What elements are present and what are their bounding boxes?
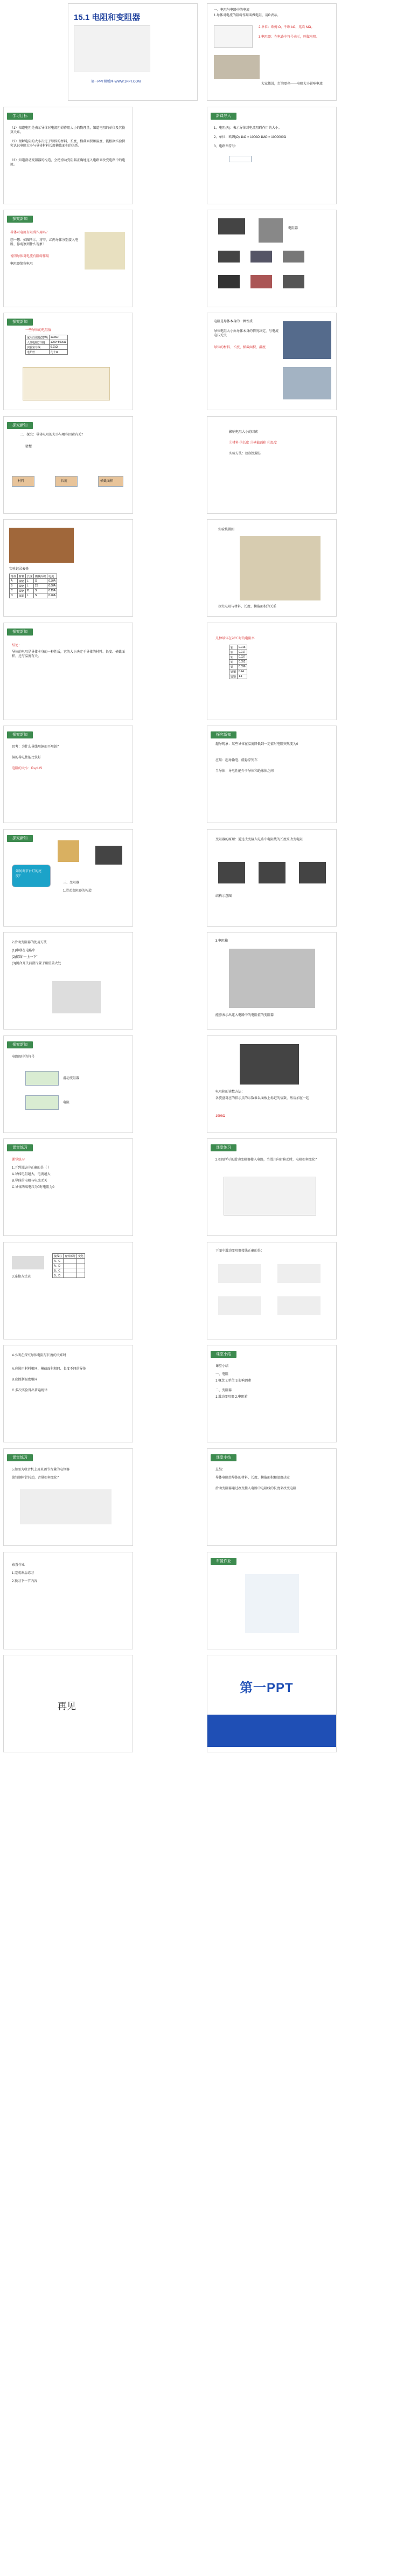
line: （1）知道电阻是表示导体对电流阻碍作用大小的物理量，知道电阻的单位及其换算关系。 [10, 127, 126, 134]
component-photo [283, 251, 304, 263]
symbol-box [25, 1095, 59, 1110]
line: 导体的材料、长度、横截面积、温度 [214, 346, 266, 349]
slide-title: 15.1 电阻和变阻器 [74, 13, 141, 22]
lamp-photo [85, 232, 125, 270]
line: 能够表示出连入电路中的电阻值的变阻器 [215, 1014, 274, 1017]
slide-18 [207, 829, 337, 927]
guess: 猜想 [25, 445, 32, 448]
line: 实验方法：控制变量法 [229, 452, 262, 455]
tag: 课堂练习 [7, 1454, 33, 1461]
line: 导体电阻由导体的材料、长度、横截面积和温度决定 [215, 1476, 290, 1480]
slide-30 [207, 1448, 337, 1546]
slide-4 [207, 107, 337, 204]
slide-10 [207, 416, 337, 514]
line: 滑动变阻器通过改变接入电路中电阻线的长度来改变电阻 [215, 1487, 297, 1490]
line: 导体的电阻是导体本身的一种性质，它的大小决定于导体的材料、长度、横截面积，还与温度有关。 [12, 651, 126, 658]
line: 1.滑动变阻器的构造 [63, 889, 92, 893]
tag: 探究新知 [7, 216, 33, 223]
line: 超导现象：某些导体在温度降低到一定值时电阻突然变为0 [215, 743, 298, 746]
slide-5 [3, 210, 133, 307]
potentiometer-diagram [20, 1489, 112, 1524]
slide-footer: 第一PPT模板网-WWW.1PPT.COM [91, 80, 141, 84]
rheostat-photo [229, 949, 315, 1008]
component-photo [250, 275, 272, 288]
tag: 课堂练习 [7, 1144, 33, 1151]
slide-26 [207, 1242, 337, 1339]
photo [283, 367, 331, 399]
line: 各旋盘对应的指示点的示数乘以面板上标记的倍数，然后加在一起 [215, 1097, 310, 1100]
table-heading: 实验记录表格 [9, 568, 29, 571]
line: 二、变阻器 [215, 1389, 232, 1392]
line: 电阻器简称电阻 [10, 263, 33, 266]
component-photo [283, 275, 304, 288]
line: C.多次实验得出普遍规律 [12, 1389, 48, 1392]
slide-15 [3, 726, 133, 823]
line: 铜的导电性能比铁好 [12, 756, 41, 759]
line: （2）理解电阻的大小决定于导体的材料、长度、横截面积和温度，能根据实验探究认识电阻大小与导体材料长度横截面积的关系。 [10, 140, 126, 148]
line: 下图中滑动变阻器接法正确的是： [215, 1249, 264, 1253]
guess-box: 材料 [12, 476, 34, 487]
line: 2、单位：欧姆(Ω) 1kΩ = 1000Ω 1MΩ = 1000000Ω [214, 136, 287, 139]
tag: 课堂小结 [211, 1454, 236, 1461]
diagram-c [218, 1296, 261, 1315]
slide-9 [3, 416, 133, 514]
resistor-symbol [229, 156, 252, 162]
tag: 布置作业 [211, 1558, 236, 1565]
line: 1.概念 2.单位 3.影响因素 [215, 1379, 252, 1383]
line: 3.电阻箱 [215, 940, 228, 943]
line: 课堂小结 [215, 1365, 229, 1368]
line: B.应控制温度相同 [12, 1378, 38, 1382]
experiment-table: 导体 材料 长度 横截面积 电流 A 镍铬 L S 0.30A B 镍铬 L 2S 0.60A C 镍铬 2L S 0.15A D 锰铜 L S 0.46A [9, 574, 57, 598]
radio-photo [95, 846, 122, 865]
line: 影响电阻大小的因素 [229, 431, 259, 434]
wire-board [9, 528, 74, 563]
slide-27 [3, 1345, 133, 1442]
resistance-table: 家用白炽灯(25W) 1936Ω 人体电阻(干燥) 1000~5000Ω 实验室导线 0.01Ω 电炉丝 几十Ω [25, 335, 68, 355]
line: 滑动变阻器 [63, 1077, 80, 1080]
tag: 探究新知 [7, 731, 33, 738]
line: 3.连接方式表 [12, 1275, 31, 1279]
slide-31 [3, 1552, 133, 1649]
rheostat-photo [259, 862, 285, 883]
line: ①材料 ②长度 ③横截面积 ④温度 [229, 441, 277, 445]
line: 1.完成课后练习 [12, 1572, 34, 1575]
notebook-illustration [245, 1574, 299, 1633]
tag: 新课导入 [211, 113, 236, 120]
line: 电阻的大小：R=ρL/S [12, 767, 43, 770]
tag: 探究新知 [7, 629, 33, 636]
line: 说明导体对电流有阻碍作用 [10, 255, 50, 258]
circuit-diagram [224, 1177, 316, 1216]
apparatus-photo [240, 536, 321, 600]
line: 1.滑动变阻器 2.电阻箱 [215, 1396, 248, 1399]
diagram-a [218, 1264, 261, 1283]
rheostat-photo [218, 862, 245, 883]
component-photo [250, 251, 272, 263]
slide-19 [3, 932, 133, 1030]
question-bubble: 如何调节台灯的亮度？ [12, 865, 51, 887]
line: 三、变阻器 [63, 881, 80, 885]
tag: 探究新知 [7, 1041, 33, 1048]
guess-box: 长度 [55, 476, 78, 487]
line: (2)接线“一上一下” [12, 956, 38, 959]
line: 导体电阻大小由导体本身的情况决定，与电流电压无关 [214, 330, 279, 337]
slide-28 [207, 1345, 337, 1442]
line: 探究电阻与材料、长度、横截面积的关系 [218, 605, 277, 609]
line: 变阻器的原理：通过改变接入电路中电阻线的长度来改变电阻 [215, 838, 303, 841]
line: （3）知道滑动变阻器的构造，会把滑动变阻器正确地连入电路来改变电路中的电流。 [10, 159, 126, 167]
line: 思考：为什么导线用铜而不用铁？ [12, 745, 61, 749]
slide-7 [3, 313, 133, 410]
line: 2.预习下一节内容 [12, 1580, 38, 1583]
line: 应用：超导输电、磁悬浮列车 [215, 759, 258, 762]
connection-table: 接线柱 有效部分 变化 A、C A、D B、C B、D [52, 1253, 85, 1278]
line: (1)串联在电路中 [12, 949, 36, 952]
slide-32 [207, 1552, 337, 1649]
line: 电阻箱的读数方法： [215, 1090, 245, 1094]
slide-1 [68, 3, 198, 101]
rheostat-diagram [12, 1256, 44, 1269]
slide-14 [207, 623, 337, 720]
symbol-box [25, 1071, 59, 1086]
photo [214, 55, 260, 79]
line: 2.单位：欧姆 Ω，千欧 kΩ，兆欧 MΩ。 [259, 26, 315, 29]
closing-text: 再见 [58, 1701, 76, 1711]
question: 二、探究：导体电阻的大小与哪些因素有关？ [20, 433, 85, 437]
line: 1.下列说法中正确的是（ ） [12, 1166, 51, 1170]
line: 1、电阻(R)：表示导体对电流阻碍作用的大小。 [214, 127, 282, 130]
tag: 学习目标 [7, 113, 33, 120]
line: 布置作业 [12, 1564, 25, 1567]
line: 课堂练习 [12, 1158, 25, 1162]
reading: 1998Ω [215, 1115, 225, 1118]
line: 电阻是导体本身的一种性质 [214, 320, 253, 323]
line: 结构示意图 [215, 895, 232, 898]
line: A.导体电阻越大，电流越大 [12, 1173, 51, 1176]
line: 导体对电流有阻碍作用吗？ [10, 231, 50, 234]
line: 电阻 [63, 1101, 70, 1104]
line: (3)闭合开关前滑片置于阻值最大处 [12, 962, 61, 965]
slide-21 [3, 1035, 133, 1133]
slide-25 [3, 1242, 133, 1339]
resistivity-table: 银 0.016 铜 0.017 铝 0.027 钨 0.052 铁 0.096 锰铜 0.44 镍铬 1.1 [229, 645, 247, 679]
tag: 课堂练习 [211, 1144, 236, 1151]
slide-3 [3, 107, 133, 204]
tag: 探究新知 [7, 422, 33, 429]
line: 半导体：导电性能介于导体和绝缘体之间 [215, 770, 274, 773]
slide-22 [207, 1035, 337, 1133]
circuit-diagram [214, 25, 253, 48]
line: 一、电阻 [215, 1373, 229, 1376]
slide-13 [3, 623, 133, 720]
line: 4.小明在探究导体电阻与长度的关系时 [12, 1354, 67, 1357]
component-photo [218, 251, 240, 263]
line: A.应选用材料相同、横截面积相同、长度不同的导体 [12, 1368, 86, 1371]
line: 3.电阻器：在电路中符号表示，叫做电阻。 [259, 36, 320, 39]
diagram-b [277, 1264, 321, 1283]
slide-16 [207, 726, 337, 823]
tag: 探究新知 [7, 319, 33, 326]
slide-24 [207, 1138, 337, 1236]
line: 电路图中的符号 [12, 1055, 35, 1059]
table-heading: 几种导体在20℃时的电阻率 [215, 637, 255, 640]
slide-29 [3, 1448, 133, 1546]
line: 结论： [12, 644, 22, 647]
component-photo [218, 275, 240, 288]
photo [283, 321, 331, 359]
line: 一、电阻与电路中的电流 [214, 9, 250, 12]
diagram-d [277, 1296, 321, 1315]
slide-8 [207, 313, 337, 410]
line: 总结： [215, 1468, 226, 1472]
slide-20 [207, 932, 337, 1030]
footer-band [207, 1715, 337, 1747]
tag: 探究新知 [211, 731, 236, 738]
slide-33 [3, 1655, 133, 1752]
desk-lamp-photo [58, 840, 79, 862]
slide-23 [3, 1138, 133, 1236]
component-photo [259, 218, 283, 243]
guess-box: 横截面积 [98, 476, 123, 487]
slide-11 [3, 519, 133, 617]
table-heading: 一些导体的电阻值 [25, 329, 52, 332]
line: 1.导体对电流的阻碍作用叫做电阻，用R表示。 [214, 14, 281, 17]
line: 5.如图为收音机上用来调节音量的电位器 [12, 1468, 70, 1472]
line: 2.滑动变阻器的使用方法 [12, 941, 47, 944]
slide-34 [207, 1655, 337, 1752]
slide-2 [207, 3, 337, 101]
line: 3、电路图符号： [214, 145, 239, 148]
line: 旋钮顺时针转动，音量如何变化？ [12, 1476, 61, 1480]
circuit-photo [52, 981, 101, 1013]
caption: 电阻器 [288, 227, 298, 230]
slide-6 [207, 210, 337, 307]
slide-12 [207, 519, 337, 617]
answer: 大家都说，灯泡更亮——电阻大小影响电流 [261, 82, 323, 86]
slide-17 [3, 829, 133, 927]
tag: 探究新知 [7, 835, 33, 842]
tag: 课堂小结 [211, 1351, 236, 1358]
resistance-box-photo [240, 1044, 299, 1085]
line: 2.如图所示的滑动变阻器接入电路，当滑片向右移动时，电阻如何变化？ [215, 1158, 319, 1162]
resistance-chart [23, 367, 110, 400]
component-photo [218, 218, 245, 234]
line: B.导体的电阻与电流无关 [12, 1179, 47, 1183]
line: 实验装置图 [218, 528, 235, 531]
line: C.导体两端电压为0时电阻为0 [12, 1186, 54, 1189]
rheostat-photo [299, 862, 326, 883]
logo: 第一PPT [240, 1681, 294, 1695]
title-illustration [74, 25, 150, 72]
line: 想一想：如图所示，将甲、乙两导体分别接入电路，你观察到什么现象？ [10, 239, 79, 246]
